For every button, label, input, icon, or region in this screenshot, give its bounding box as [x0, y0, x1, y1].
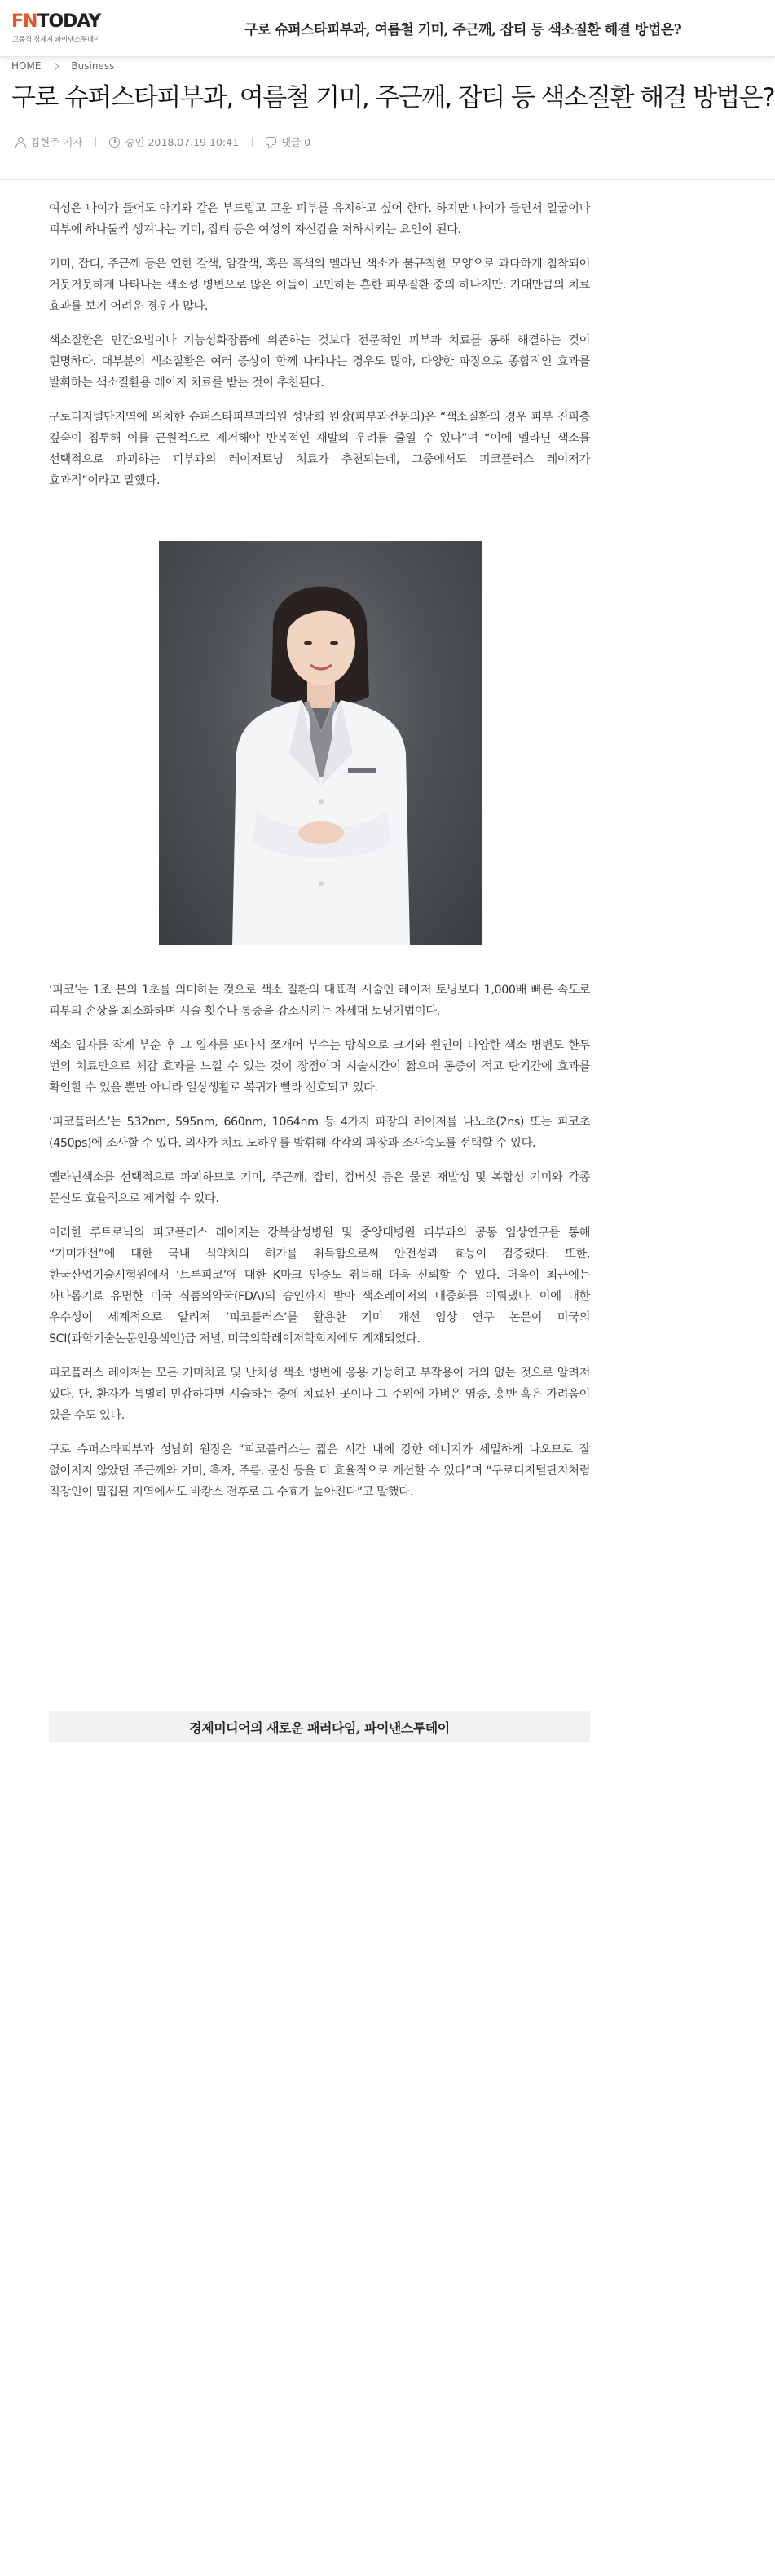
site-logo[interactable]	[11, 11, 125, 44]
footer-banner[interactable]	[49, 1711, 590, 1742]
article-paragraph: ‘피코’는 1조 분의 1초를 의미하는 것으로 색소 질환의 대표적 시술인 레이저 토닝보다 1,000배 빠른 속도로 피부의 손상을 최소화하며 시술 횟수나 통증을 감소시키는 차세대 토닝기법이다.	[49, 984, 590, 1018]
article-paragraph: 색소질환은 민간요법이나 기능성화장품에 의존하는 것보다 전문적인 피부과 치료를 통해 해결하는 것이 현명하다. 대부분의 색소질환은 여러 증상이 함께 나타나는 경우도 많아, 다양한 파장으로 종합적인 효과를 발휘하는 색소질환용 레이저 치료를 받는 것이 추천된다.	[49, 334, 590, 390]
article-meta	[15, 134, 310, 149]
meta-divider	[95, 137, 96, 147]
article-paragraph: 구로 슈퍼스타피부과 성남희 원장은 “피코플러스는 짧은 시간 내에 강한 에너지가 세밀하게 나오므로 잘 없어지지 않았던 주근깨와 기미, 흑자, 주름, 문신 등을 더 효율적으로 개선할 수 있다”며 “구로디지털단지처럼 직장인이 밀집된 지역에서도 바캉스 전후로 그 수효가 높아진다”고 말했다.	[49, 1443, 590, 1499]
doctor-portrait-photo	[159, 541, 482, 945]
article-paragraph: 멜라닌색소를 선택적으로 파괴하므로 기미, 주근깨, 잡티, 검버섯 등은 물론 재발성 및 복합성 기미와 각종 문신도 효율적으로 제거할 수 있다.	[49, 1171, 590, 1205]
header-article-title: 구로 슈퍼스타피부과, 여름철 기미, 주근깨, 잡티 등 색소질환 해결 방법은?	[244, 22, 682, 38]
logo-today: TODAY	[37, 11, 101, 32]
article-paragraph: ‘피코플러스’는 532nm, 595nm, 660nm, 1064nm 등 4가지 파장의 레이저를 나노초(2ns) 또는 피코초(450ps)에 조사할 수 있다. 의사가 치료 노하우를 발휘해 각각의 파장과 조사속도를 선택할 수 있다.	[49, 1116, 590, 1150]
breadcrumb	[11, 60, 114, 72]
approved-datetime: 승인 2018.07.19 10:41	[125, 136, 240, 148]
comment-icon	[266, 137, 276, 145]
logo-tagline: 고품격 경제지 파이낸스투데이	[12, 36, 100, 44]
article-paragraph: 피코플러스 레이저는 모든 기미치료 및 난치성 색소 병변에 응용 가능하고 부작용이 거의 없는 것으로 알려져 있다. 단, 환자가 특별히 민감하다면 시술하는 중에 치료된 곳이나 그 주위에 가벼운 염증, 홍반 혹은 가려움이 있을 수도 있다.	[49, 1367, 590, 1422]
article-body-top	[49, 198, 590, 504]
article-paragraph: 구로디지털단지역에 위치한 슈퍼스타피부과의원 성남희 원장(피부과전문의)은 “색소질환의 경우 피부 진피층 깊숙이 침투해 이를 근원적으로 제거해야 반복적인 재발의 우려를 줄일 수 있다”며 “이에 멜라닌 색소를 선택적으로 파괴하는 피부과의 레이저토닝 치료가 추천되는데, 그중에서도 피코플러스 레이저가 효과적”이라고 말했다.	[49, 411, 590, 487]
breadcrumb-home-link[interactable]: HOME	[11, 60, 42, 72]
article-paragraph: 기미, 잡티, 주근깨 등은 연한 갈색, 암갈색, 혹은 흑색의 멜라닌 색소가 불규칙한 모양으로 과다하게 침착되어 거뭇거뭇하게 나타나는 색소성 병변으로 많은 이들이 고민하는 흔한 피부질환 중의 하나지만, 기대만큼의 치료 효과를 보기 어려운 경우가 많다.	[49, 258, 590, 313]
chevron-right-icon	[51, 62, 59, 70]
article-title: 구로 슈퍼스타피부과, 여름철 기미, 주근깨, 잡티 등 색소질환 해결 방법은?	[11, 83, 774, 112]
logo-wordmark	[11, 11, 100, 33]
article-body-bottom	[49, 980, 590, 1516]
breadcrumb-section-link[interactable]: Business	[71, 60, 115, 72]
footer-banner-text: 경제미디어의 새로운 패러다임, 파이낸스투데이	[189, 1720, 450, 1736]
logo-fn: FN	[11, 11, 37, 32]
approved-info	[109, 134, 239, 149]
user-icon	[15, 137, 25, 148]
header-divider	[0, 179, 775, 180]
doctor-portrait-illustration	[159, 541, 482, 945]
comments-count[interactable]: 댓글 0	[281, 136, 311, 148]
meta-divider	[252, 137, 253, 147]
article-paragraph: 이러한 루트로닉의 피코플러스 레이저는 강북삼성병원 및 중앙대병원 피부과의 공동 임상연구를 통해 “기미개선”에 대한 국내 식약처의 허가를 취득함으로써 안전성과 효능이 검증됐다. 또한, 한국산업기술시험원에서 ‘트루피코’에 대한 K마크 인증도 취득해 더욱 신뢰할 수 있다. 더욱이 최근에는 까다롭기로 유명한 미국 식품의약국(FDA)의 승인까지 받아 색소레이저의 대중화를 이뤄냈다. 이에 대한 우수성이 세계적으로 알려져 ‘피코플러스’를 활용한 기미 개선 임상 연구 논문이 미국의 SCI(과학기술논문인용색인)급 저널, 미국의학레이저학회지에도 게재되었다.	[49, 1226, 590, 1345]
author-name: 김현주 기자	[30, 136, 83, 148]
author-info	[15, 134, 82, 149]
comments-link[interactable]	[266, 134, 310, 149]
article-paragraph: 색소 입자를 작게 부순 후 그 입자를 또다시 쪼개어 부수는 방식으로 크기와 원인이 다양한 색소 병변도 한두 번의 치료만으로 체감 효과를 느낄 수 있는 것이 장점이며 시술시간이 짧으며 통증이 적고 단기간에 효과를 확인할 수 있을 뿐만 아니라 일상생활로 복귀가 빨라 선호되고 있다.	[49, 1039, 590, 1094]
site-header	[0, 0, 775, 57]
article-paragraph: 여성은 나이가 들어도 아기와 같은 부드럽고 고운 피부를 유지하고 싶어 한다. 하지만 나이가 들면서 얼굴이나 피부에 하나둘씩 생겨나는 기미, 잡티 등은 여성의 자신감을 저하시키는 요인이 된다.	[49, 202, 590, 236]
clock-icon	[109, 137, 120, 148]
